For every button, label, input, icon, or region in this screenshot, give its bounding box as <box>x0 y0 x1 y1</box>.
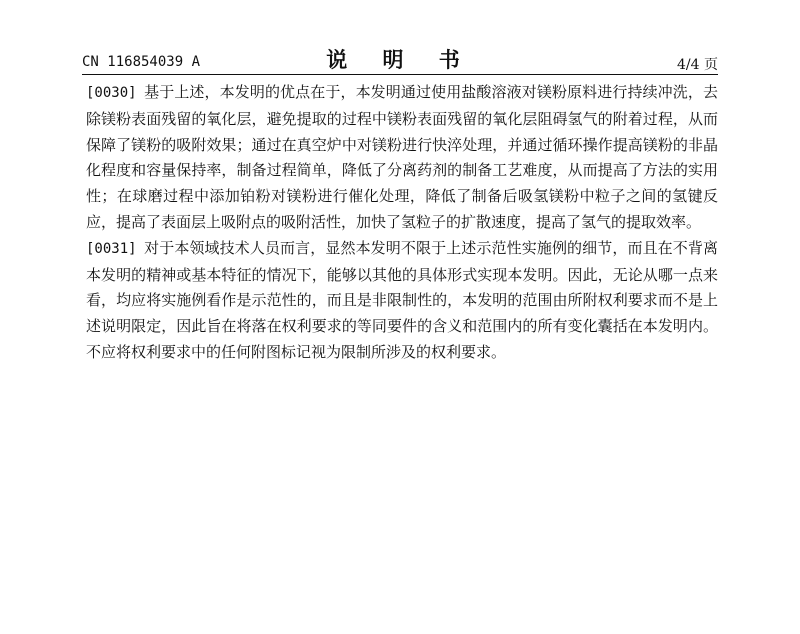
section-title: 说 明 书 <box>326 48 474 72</box>
paragraph-number: [0031] <box>86 240 137 257</box>
paragraph-text: 基于上述，本发明的优点在于，本发明通过使用盐酸溶液对镁粉原料进行持续冲洗，去除镁粉表面残留的氧化层，避免提取的过程中镁粉表面残留的氧化层阻碍氢气的附着过程，从而保障了镁粉的吸附效果；通过在真空炉中对镁粉进行快淬处理，并通过循环操作提高镁粉的非晶化程度和容量保持率，制备过程简单，降低了分离药剂的制备工艺难度，从而提高了方法的实用性；在球磨过程中添加铂粉对镁粉进行催化处理，降低了制备后吸氢镁粉中粒子之间的氢键反应，提高了表面层上吸附点的吸附活性，加快了氢粒子的扩散速度，提高了氢气的提取效率。 <box>86 83 718 231</box>
paragraph-0030 <box>86 80 718 236</box>
paragraph-number: [0030] <box>86 85 137 101</box>
header-rule <box>82 74 718 75</box>
document-body <box>86 80 718 366</box>
paragraph-text: 对于本领域技术人员而言，显然本发明不限于上述示范性实施例的细节，而且在不背离本发明的精神或基本特征的情况下，能够以其他的具体形式实现本发明。因此，无论从哪一点来看，均应将实施例看作是示范性的，而且是非限制性的，本发明的范围由所附权利要求而不是上述说明限定，因此旨在将落在权利要求的等同要件的含义和范围内的所有变化囊括在本发明内。不应将权利要求中的任何附图标记视为限制所涉及的权利要求。 <box>86 238 718 361</box>
paragraph-0031 <box>86 236 718 366</box>
publication-number: CN 116854039 A <box>82 54 201 70</box>
page-number: 4/4 页 <box>677 57 718 73</box>
page-header <box>82 44 718 72</box>
